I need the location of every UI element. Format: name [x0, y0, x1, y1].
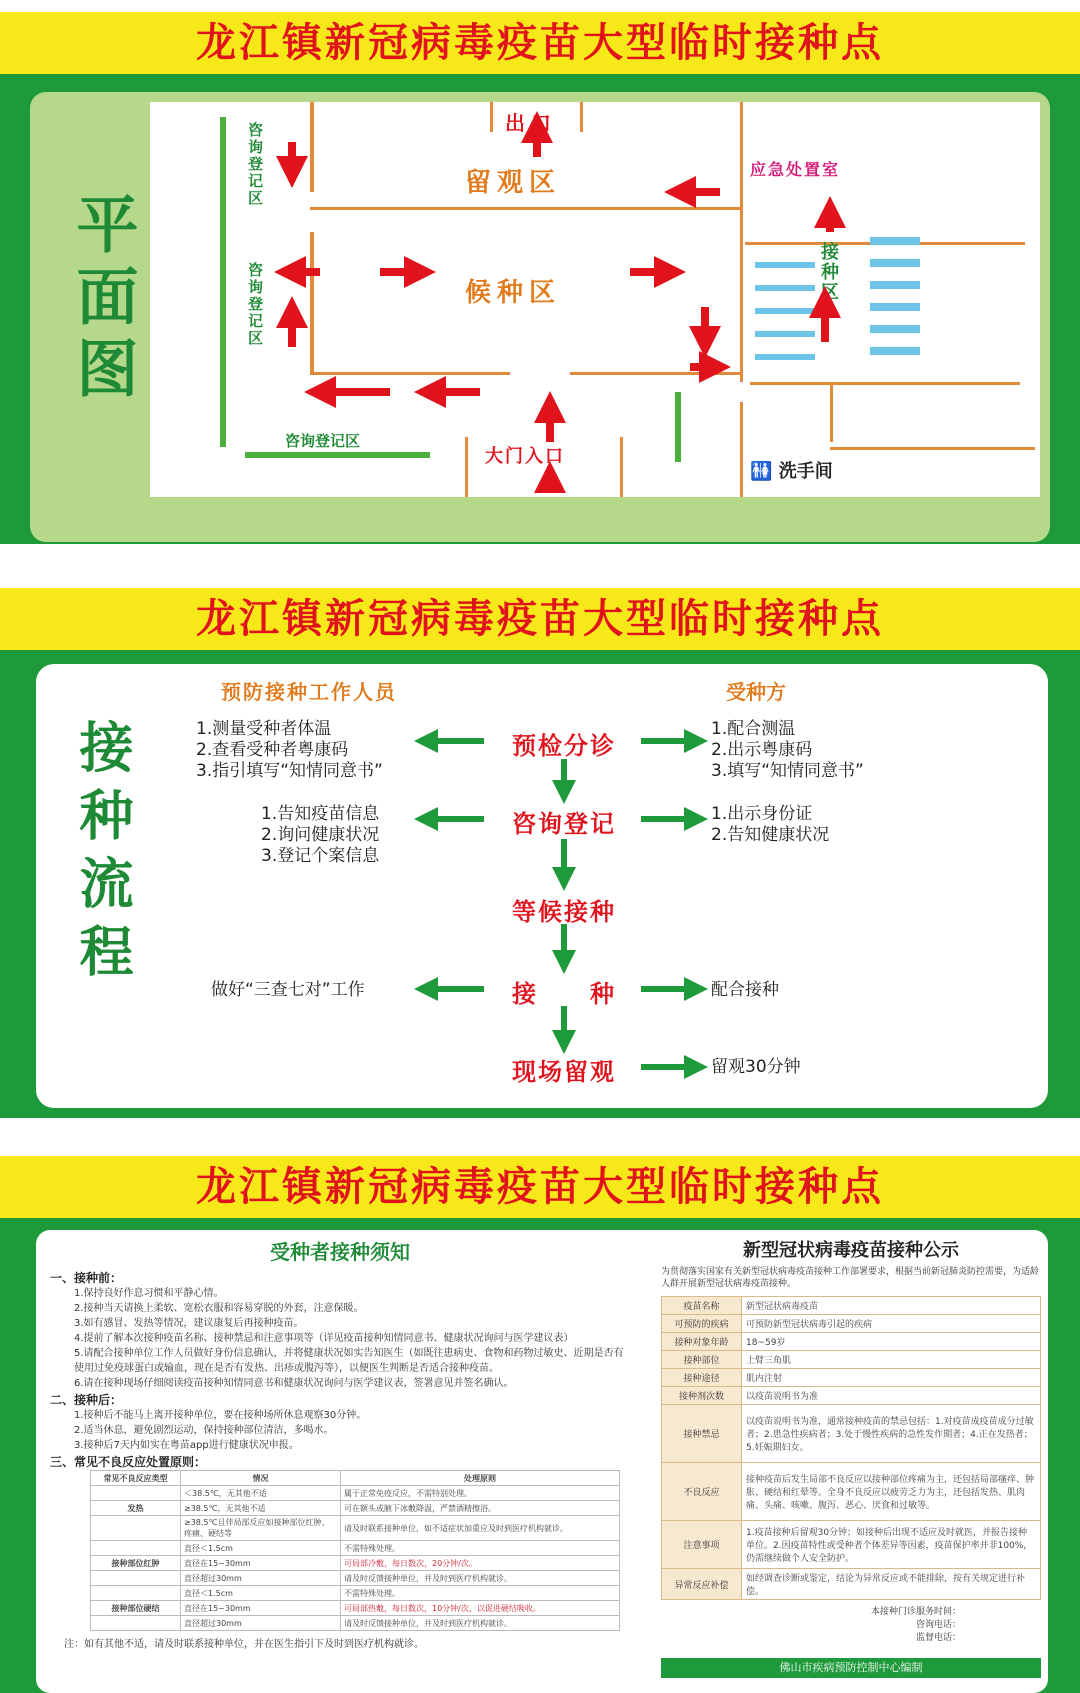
table-row: 接种部位红肿 直径在15~30mm 可局部冷敷，每日数次，20分钟/次。 [91, 1556, 620, 1571]
banner-title-1: 龙江镇新冠病毒疫苗大型临时接种点 [0, 12, 1080, 74]
floorplan-frame [30, 92, 1050, 542]
notice-panel [0, 1218, 1080, 1693]
table-row: 不良反应 接种疫苗后发生局部不良反应以接种部位疼痛为主，还包括局部瘙痒、肿胀、硬结和红晕等。全身不良反应以疲劳乏力为主，还包括发热、肌肉痛、头痛、咳嗽、腹泻、恶心、厌食和过敏等。 [662, 1463, 1041, 1521]
table-row: ＜38.5℃，无其他不适 属于正常免疫反应，不需特别处理。 [91, 1486, 620, 1501]
consult-zone-bottom-label: 咨询登记区 [285, 432, 361, 450]
public-footer: 佛山市疾病预防控制中心编制 [661, 1658, 1041, 1678]
table-row: 疫苗名称 新型冠状病毒疫苗 [662, 1297, 1041, 1315]
public-notice [661, 1236, 1041, 1688]
table-row: 直径超过30mm 请及时反馈接种单位，并及时到医疗机构就诊。 [91, 1616, 620, 1631]
before-title: 一、接种前： [50, 1271, 123, 1285]
step4-staff-list: 做好“三查七对”工作 [211, 980, 365, 1000]
table-row: 接种部位 上臂三角肌 [662, 1351, 1041, 1369]
footnote: 注：如有其他不适，请及时联系接种单位，并在医生指引下及时到医疗机构就诊。 [64, 1639, 424, 1650]
table-row: 接种途径 肌内注射 [662, 1369, 1041, 1387]
step4-name: 接 种 [512, 980, 616, 1008]
notice-card [36, 1230, 1048, 1693]
reaction-title: 三、常见不良反应处置原则： [50, 1455, 207, 1469]
observation-zone-label: 留观区 [465, 168, 562, 198]
recipient-header: 受种方 [726, 680, 786, 704]
table-row: 发热 ≥38.5℃，无其他不适 可在额头或腋下冰敷降温，严禁酒精擦浴。 [91, 1501, 620, 1516]
vaccination-zone-label: 接种区 [818, 242, 839, 302]
after-items: 1.接种后不能马上离开接种单位，要在接种场所休息观察30分钟。 2.适当休息，避免剧烈运动，保持接种部位清洁，多喝水。 3.接种后7天内如实在粤苗app进行健康状况申报。 [74, 1410, 367, 1451]
table-row: 直径＜1.5cm 不需特殊处理。 [91, 1541, 620, 1556]
table-row: 接种部位硬结 直径在15~30mm 可局部热敷，每日数次，10分钟/次，以促进硬结吸收。 [91, 1601, 620, 1616]
public-table [661, 1296, 1041, 1600]
restroom-icon: 🚻 [750, 461, 773, 482]
vaccinee-notice [50, 1236, 630, 1652]
table-row: 常见不良反应类型 情况 处理原则 [91, 1471, 620, 1486]
table-row: 接种剂次数 以疫苗说明书为准 [662, 1387, 1041, 1405]
table-row: 接种禁忌 以疫苗说明书为准，通常接种疫苗的禁忌包括：1.对疫苗成疫苗成分过敏者；2.患急性疾病者；3.处于慢性疾病的急性发作期者；4.正在发热者；5.妊娠期妇女。 [662, 1405, 1041, 1463]
step5-name: 现场留观 [512, 1058, 616, 1086]
consult-phone-label: 咨询电话： [915, 1620, 961, 1630]
restroom-label: 洗手间 [778, 461, 833, 482]
consult-zone-mid-label: 咨询登记区 [246, 262, 264, 347]
step1-staff-list: 1.测量受种者体温 2.查看受种者粤康码 3.指引填写“知情同意书” [196, 719, 383, 781]
table-row: 接种对象年龄 18~59岁 [662, 1333, 1041, 1351]
process-card [36, 664, 1048, 1108]
table-row: 异常反应补偿 如经调查诊断或鉴定，结论为异常反应或不能排除，按有关规定进行补偿。 [662, 1569, 1041, 1600]
process-arrows [36, 664, 1048, 1108]
before-items: 1.保持良好作息习惯和平静心情。 2.接种当天请换上柔软、宽松衣服和容易穿脱的外套，注意保暖。 3.如有感冒、发热等情况，建议康复后再接种疫苗。 4.提前了解本次接种疫苗名称、接种禁忌和注意事项等（详见疫苗接种知情同意书、健康状况询问与医学建议表） 5.请配合接种单位工作人员做好身份信息确认，并将健康状况如实告知医生（如既往患病史、食物和药物过敏史、近期是否有使用过免疫球蛋白或输血，现在是否有发热、出疹或腹泻等），以便医生判断是否适合接种疫苗。 6.请在接种现场仔细阅读疫苗接种知情同意书和健康状况询问与医学建议表，签署意见并签名确认。 [74, 1288, 624, 1389]
waiting-zone-label: 候种区 [465, 278, 562, 308]
banner-title-2: 龙江镇新冠病毒疫苗大型临时接种点 [0, 588, 1080, 650]
public-title: 新型冠状病毒疫苗接种公示 [743, 1240, 959, 1261]
service-hours-label: 本接种门诊服务时间： [870, 1607, 961, 1617]
step3-name: 等候接种 [512, 898, 616, 926]
public-intro: 为贯彻落实国家有关新型冠状病毒疫苗接种工作部署要求，根据当前新冠肺炎防控需要，为适龄人群开展新型冠状病毒疫苗接种。 [661, 1267, 1040, 1289]
reaction-table [90, 1470, 620, 1631]
exit-label: 出口 [505, 111, 557, 135]
process-side-title: 接种流程 [71, 719, 134, 991]
flow-arrows [150, 102, 1040, 497]
floorplan-side-title: 平面图 [66, 192, 139, 408]
step2-name: 咨询登记 [512, 810, 616, 838]
emergency-room-label: 应急处置室 [750, 160, 841, 179]
step2-staff-list: 1.告知疫苗信息 2.询问健康状况 3.登记个案信息 [261, 804, 380, 866]
consult-zone-top-label: 咨询登记区 [246, 122, 264, 207]
table-row: ≥38.5℃且伴局部反应如接种部位红肿、疼痛、硬结等 请及时联系接种单位，如不适症状加重应及时到医疗机构就诊。 [91, 1516, 620, 1541]
banner-title-3: 龙江镇新冠病毒疫苗大型临时接种点 [0, 1156, 1080, 1218]
floorplan-canvas [150, 102, 1040, 497]
floorplan-panel [0, 74, 1080, 544]
step2-recipient-list: 1.出示身份证 2.告知健康状况 [711, 804, 830, 845]
staff-header: 预防接种工作人员 [221, 680, 397, 704]
table-row: 直径＜1.5cm 不需特殊处理。 [91, 1586, 620, 1601]
entrance-label: 大门入口 [485, 446, 565, 467]
table-row: 可预防的疾病 可预防新型冠状病毒引起的疾病 [662, 1315, 1041, 1333]
table-row: 注意事项 1.疫苗接种后留观30分钟；如接种后出现不适应及时就医，并报告接种单位。2.因疫苗特性或受种者个体差异等因素，疫苗保护率并非100%，仍需继续做个人安全防护。 [662, 1521, 1041, 1569]
process-panel [0, 650, 1080, 1118]
step1-name: 预检分诊 [512, 732, 616, 760]
step4-recipient-list: 配合接种 [711, 980, 779, 1000]
supervise-phone-label: 监督电话： [915, 1633, 961, 1643]
step1-recipient-list: 1.配合测温 2.出示粤康码 3.填写“知情同意书” [711, 719, 864, 781]
after-title: 二、接种后： [50, 1393, 123, 1407]
step5-recipient-list: 留观30分钟 [711, 1057, 801, 1077]
table-row: 直径超过30mm 请及时反馈接种单位，并及时到医疗机构就诊。 [91, 1571, 620, 1586]
notice-title: 受种者接种须知 [270, 1240, 410, 1264]
